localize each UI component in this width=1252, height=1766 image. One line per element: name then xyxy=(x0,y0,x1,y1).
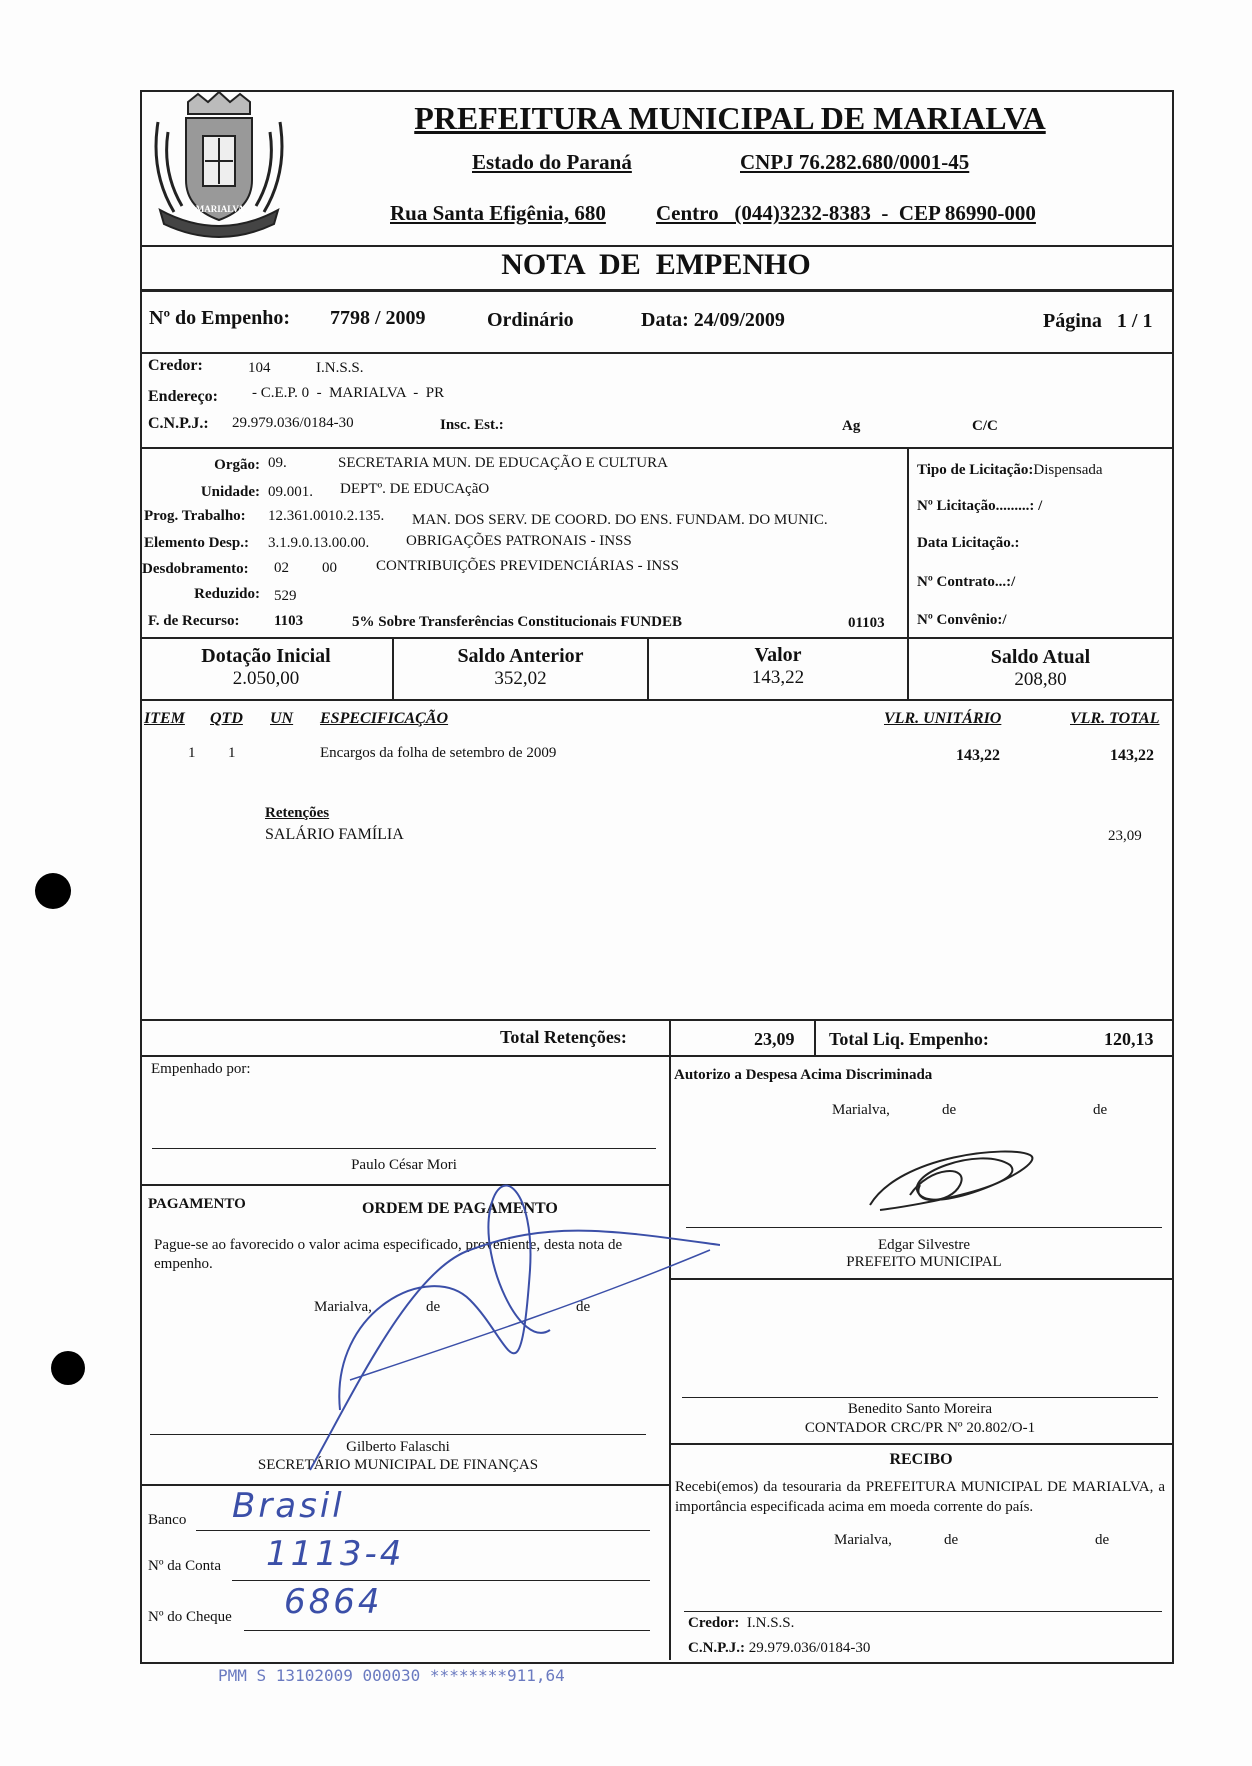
col-vlr-unitario: VLR. UNITÁRIO xyxy=(884,710,1002,727)
total-liquido-label: Total Liq. Empenho: xyxy=(829,1029,989,1049)
banco-label: Banco xyxy=(148,1512,187,1528)
pagamento-de2: de xyxy=(576,1299,591,1315)
autorizo-de1: de xyxy=(942,1102,957,1118)
saldo-anterior: Saldo Anterior 352,02 xyxy=(457,645,584,689)
empenhado-name: Paulo César Mori xyxy=(351,1157,457,1173)
credor-label: Credor: xyxy=(148,357,203,374)
item-number: 1 xyxy=(188,745,196,761)
autorizo-label: Autorizo a Despesa Acima Discriminada xyxy=(674,1067,933,1083)
cheque-value: 6864 xyxy=(284,1582,383,1622)
numero-contrato: Nº Contrato...:/ xyxy=(917,574,1016,590)
fonte-label: F. de Recurso: xyxy=(148,613,240,629)
contador-role: CONTADOR CRC/PR Nº 20.802/O-1 xyxy=(804,1420,1036,1436)
banco-value: Brasil xyxy=(232,1486,345,1526)
empenho-date: Data: 24/09/2009 xyxy=(641,309,785,331)
tipo-licitacao-label: Tipo de Licitação:Dispensada xyxy=(917,462,1103,478)
item-qtd: 1 xyxy=(228,745,236,761)
saldo-dotacao-inicial: Dotação Inicial 2.050,00 xyxy=(201,645,331,689)
autorizo-de2: de xyxy=(1093,1102,1108,1118)
header-state: Estado do Paraná xyxy=(472,150,632,174)
endereco-value: - C.E.P. 0 - MARIALVA - PR xyxy=(252,385,445,401)
orgao-desc: SECRETARIA MUN. DE EDUCAÇÃO E CULTURA xyxy=(338,455,668,471)
empenho-type: Ordinário xyxy=(487,309,574,331)
prefeito-role: PREFEITO MUNICIPAL xyxy=(846,1254,1002,1270)
secretario-name: Gilberto Falaschi xyxy=(346,1439,450,1455)
recibo-de2: de xyxy=(1095,1532,1110,1548)
conta-label: Nº da Conta xyxy=(148,1558,221,1574)
insc-est-label: Insc. Est.: xyxy=(440,417,504,433)
retencoes-label: Retenções xyxy=(265,805,330,821)
pagamento-text: Pague-se ao favorecido o valor acima especificado, proveniente, desta nota de empenho. xyxy=(154,1237,623,1272)
unidade-label: Unidade: xyxy=(200,484,260,500)
pagamento-de1: de xyxy=(426,1299,441,1315)
recibo-cnpj: C.N.P.J.: 29.979.036/0184-30 xyxy=(688,1640,871,1656)
orgao-code: 09. xyxy=(268,455,287,471)
orgao-label: Orgão: xyxy=(214,457,260,473)
total-retencoes-value: 23,09 xyxy=(754,1029,795,1049)
item-especificacao: Encargos da folha de setembro de 2009 xyxy=(320,745,557,761)
conta-value: 1113-4 xyxy=(266,1534,405,1574)
data-licitacao: Data Licitação.: xyxy=(917,535,1020,551)
col-vlr-total: VLR. TOTAL xyxy=(1070,710,1160,727)
elemento-desc: OBRIGAÇÕES PATRONAIS - INSS xyxy=(406,533,632,549)
col-especificacao: ESPECIFICAÇÃO xyxy=(320,710,449,727)
fonte-number: 01103 xyxy=(848,615,885,631)
prefeito-name: Edgar Silvestre xyxy=(877,1237,971,1253)
unidade-desc: DEPTº. DE EDUCAçãO xyxy=(340,481,490,497)
retencao-desc: SALÁRIO FAMÍLIA xyxy=(265,826,404,843)
prog-desc: MAN. DOS SERV. DE COORD. DO ENS. FUNDAM. DO MUNIC. xyxy=(412,512,828,528)
desdobramento-b: 00 xyxy=(322,560,337,576)
saldo-valor: Valor 143,22 xyxy=(751,644,805,688)
item-vlr-total: 143,22 xyxy=(1110,747,1154,764)
coat-of-arms-icon xyxy=(148,92,290,242)
col-qtd: QTD xyxy=(210,710,243,727)
contador-name: Benedito Santo Moreira xyxy=(847,1401,993,1417)
saldo-atual: Saldo Atual 208,80 xyxy=(990,646,1091,690)
elemento-label: Elemento Desp.: xyxy=(144,535,249,551)
desdobramento-a: 02 xyxy=(274,560,289,576)
elemento-code: 3.1.9.0.13.00.00. xyxy=(268,535,370,551)
cnpj-value: 29.979.036/0184-30 xyxy=(232,415,354,431)
total-retencoes-label: Total Retenções: xyxy=(500,1027,627,1047)
col-un: UN xyxy=(270,710,294,727)
header-cnpj: CNPJ 76.282.680/0001-45 xyxy=(740,150,970,174)
fonte-desc: 5% Sobre Transferências Constitucionais FUNDEB xyxy=(352,614,683,630)
header-address: Rua Santa Efigênia, 680 xyxy=(390,201,606,225)
cc-label: C/C xyxy=(972,418,998,434)
recibo-label: RECIBO xyxy=(889,1451,953,1468)
signature-prefeito-icon xyxy=(860,1135,1060,1225)
numero-licitacao: Nº Licitação.........: / xyxy=(917,498,1043,514)
credor-code: 104 xyxy=(248,360,271,376)
desdobramento-label: Desdobramento: xyxy=(142,561,249,577)
doc-title: NOTA DE EMPENHO xyxy=(501,248,811,281)
endereco-label: Endereço: xyxy=(148,388,218,405)
secretario-role: SECRETÁRIO MUNICIPAL DE FINANÇAS xyxy=(257,1457,539,1473)
prog-code: 12.361.0010.2.135. xyxy=(268,508,385,524)
recibo-credor: Credor: I.N.S.S. xyxy=(688,1615,795,1631)
empenho-number-label: Nº do Empenho: xyxy=(149,307,291,329)
coat-of-arms-text: MARIALVA xyxy=(195,204,245,214)
signature-secretario-icon xyxy=(290,1150,720,1480)
total-liquido-value: 120,13 xyxy=(1104,1029,1154,1049)
col-item: ITEM xyxy=(144,710,185,727)
retencao-value: 23,09 xyxy=(1108,828,1142,844)
empenhado-label: Empenhado por: xyxy=(151,1061,251,1077)
reduzido-code: 529 xyxy=(274,588,297,604)
prog-label: Prog. Trabalho: xyxy=(144,508,246,524)
autorizo-place: Marialva, xyxy=(832,1102,890,1118)
credor-name: I.N.S.S. xyxy=(316,360,364,376)
ordem-pagamento-label: ORDEM DE PAGAMENTO xyxy=(362,1200,558,1217)
recibo-place: Marialva, xyxy=(834,1532,892,1548)
ag-label: Ag xyxy=(842,418,861,434)
cnpj-label: C.N.P.J.: xyxy=(148,415,209,432)
header-contact: Centro (044)3232-8383 - CEP 86990-000 xyxy=(656,201,1036,225)
table-row xyxy=(140,745,1170,769)
header-title: PREFEITURA MUNICIPAL DE MARIALVA xyxy=(414,100,1046,136)
item-vlr-unitario: 143,22 xyxy=(956,747,1000,764)
cheque-label: Nº do Cheque xyxy=(148,1609,232,1625)
numero-convenio: Nº Convênio:/ xyxy=(917,612,1007,628)
pagamento-place: Marialva, xyxy=(314,1299,372,1315)
punch-hole xyxy=(51,1351,85,1385)
empenho-number: 7798 / 2009 xyxy=(330,307,426,329)
recibo-text: Recebi(emos) da tesouraria da PREFEITURA MUNICIPAL DE MARIALVA, a importância especificada acima em moeda corrente do país. xyxy=(675,1479,1165,1515)
punch-hole xyxy=(35,873,71,909)
pagamento-label: PAGAMENTO xyxy=(148,1196,246,1212)
recibo-de1: de xyxy=(944,1532,959,1548)
reduzido-label: Reduzido: xyxy=(194,586,260,602)
mechanical-stamp: PMM S 13102009 000030 ********911,64 xyxy=(218,1666,565,1685)
unidade-code: 09.001. xyxy=(268,484,313,500)
page-number: Página 1 / 1 xyxy=(1043,310,1153,332)
fonte-code: 1103 xyxy=(274,613,304,629)
desdobramento-desc: CONTRIBUIÇÕES PREVIDENCIÁRIAS - INSS xyxy=(376,558,679,574)
